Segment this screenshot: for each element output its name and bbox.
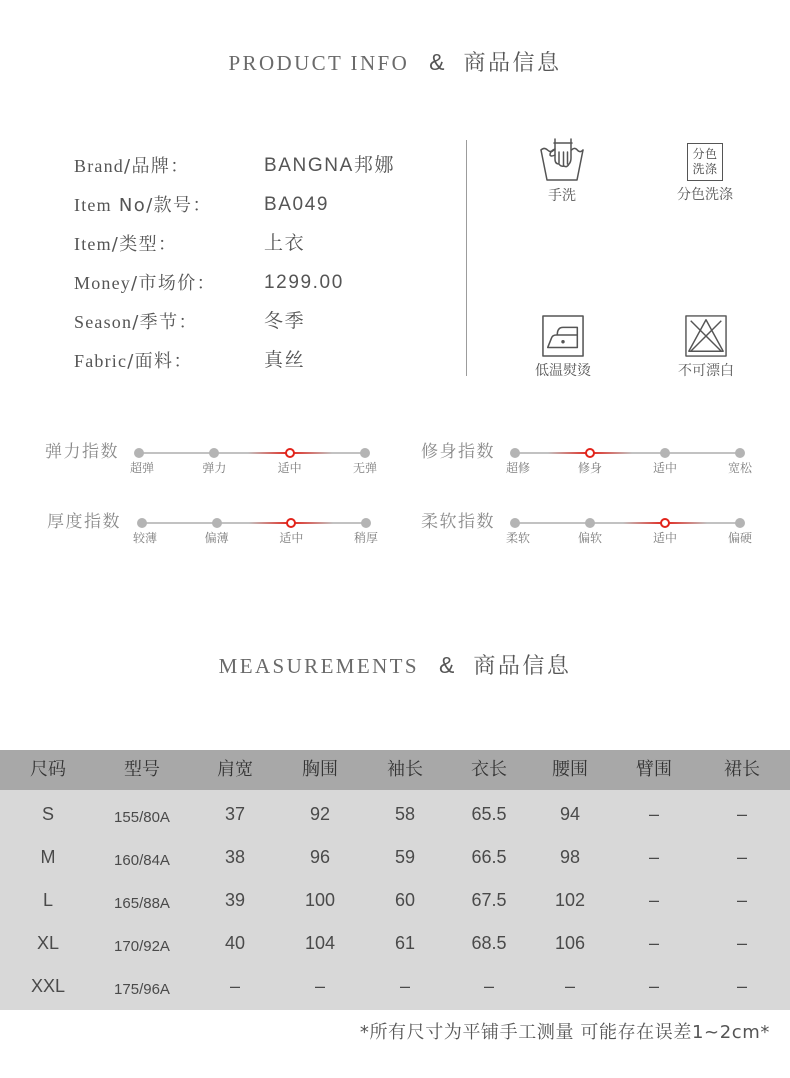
model-cell: 160/84A [114,852,170,869]
info-label-en: Season [74,312,133,332]
care-label: 手洗 [548,188,576,204]
table-header-row [0,750,790,790]
column-header: 胸围 [302,759,338,780]
index-option-label: 柔软 [505,531,530,545]
size-cell: M [40,847,56,867]
info-row [74,193,444,217]
measurements-title-amp: & [438,652,455,678]
info-label-cn: /季节： [132,312,198,333]
index-option-label: 修身 [577,461,602,475]
model-cell: 170/92A [114,938,170,955]
table-cell: 66.5 [471,847,507,867]
hand-wash-icon [538,138,586,182]
table-cell: 67.5 [471,890,507,910]
info-label-en: Money [74,273,131,293]
index-option-label: 稍厚 [353,531,378,545]
fabric-indices [0,420,790,560]
table-cell: – [736,976,747,996]
table-cell: – [399,976,410,996]
index-option-label: 适中 [652,531,677,545]
column-header: 臂围 [636,759,672,780]
table-cell: 65.5 [471,804,507,824]
measurements-title [0,649,790,681]
index-option-label: 偏薄 [204,531,229,545]
product-info-list [74,154,444,386]
table-cell: – [648,890,659,910]
index-option-label: 超修 [505,461,530,475]
index-option-label: 偏软 [577,531,602,545]
column-header: 腰围 [552,759,588,780]
low-temperature-iron-icon [542,315,584,357]
index-dot [735,518,745,528]
table-cell: – [648,804,659,824]
table-cell: – [736,804,747,824]
table-cell: – [736,890,747,910]
table-cell: – [314,976,325,996]
index-option-label: 无弹 [352,461,377,475]
size-cell: L [42,890,53,910]
care-label: 分色洗涤 [677,187,733,203]
column-header: 型号 [124,759,160,780]
index-dot [510,518,520,528]
index-option-label: 较薄 [132,531,157,545]
info-value: BANGNA邦娜 [264,155,396,176]
info-label-en: Brand [74,156,124,176]
table-cell: 39 [224,890,246,910]
table-cell: – [736,847,747,867]
index-dot [585,518,595,528]
info-label [74,349,193,374]
do-not-bleach-icon [685,315,727,357]
info-value: 上衣 [264,233,306,254]
icon-text: 洗涤 [692,162,718,176]
size-cell: S [41,804,54,824]
column-header: 裙长 [724,759,760,780]
care-item-separate-wash [657,143,753,203]
care-item-do-not-bleach [658,315,754,379]
index-option-label: 超弹 [129,461,154,475]
model-cell: 165/88A [114,895,170,912]
info-label [74,310,198,335]
measurement-note: *所有尺寸为平铺手工测量 可能存在误差1~2cm* [359,1022,770,1043]
table-cell: – [483,976,494,996]
table-cell: 94 [559,804,581,824]
table-row [0,793,790,836]
index-option-label: 适中 [277,461,302,475]
model-cell: 175/96A [114,981,170,998]
separate-color-wash-icon [687,143,723,181]
info-value: 冬季 [264,311,306,332]
table-row [0,922,790,965]
table-cell: 104 [304,933,336,953]
table-row [0,879,790,922]
softness-index [0,420,790,560]
info-row [74,154,444,178]
info-label [74,232,177,257]
care-label: 不可漂白 [678,363,734,379]
care-item-hand-wash [514,138,610,204]
index-label: 柔软指数 [421,512,495,532]
size-cell: XXL [30,976,66,996]
table-row [0,965,790,1008]
index-option-label: 偏硬 [727,531,752,545]
table-cell: 106 [554,933,586,953]
table-cell: 40 [224,933,246,953]
column-header: 肩宽 [217,759,253,780]
info-label-cn: No/款号： [111,195,212,216]
care-item-low-temperature-iron [515,315,611,379]
measurements-title-cn: 商品信息 [473,654,572,679]
info-label-cn: /市场价： [131,273,217,294]
table-cell: 68.5 [471,933,507,953]
info-row [74,349,444,373]
table-cell: 98 [559,847,581,867]
icon-text: 分色 [692,147,718,161]
info-row [74,310,444,334]
table-row [0,836,790,879]
column-header: 袖长 [387,759,423,780]
table-cell: 38 [224,847,246,867]
info-label-en: Item [74,195,112,215]
index-label: 修身指数 [421,442,495,462]
table-cell: 59 [394,847,416,867]
index-option-label: 宽松 [727,461,752,475]
info-label-cn: /类型： [111,234,178,255]
info-value: 真丝 [264,350,306,371]
table-cell: 92 [309,804,331,824]
info-label [74,193,212,218]
index-label: 弹力指数 [45,442,119,462]
table-cell: – [648,976,659,996]
table-body [0,790,790,1010]
product-info-title-cn: 商品信息 [463,51,562,76]
model-cell: 155/80A [114,809,170,826]
product-info-title-amp: & [429,49,445,75]
table-cell: – [648,933,659,953]
table-cell: 100 [304,890,336,910]
table-cell: 61 [394,933,416,953]
info-label [74,271,216,296]
info-label-en: Fabric [74,351,128,371]
table-cell: 60 [394,890,416,910]
product-info-title-en: PRODUCT INFO [228,51,410,75]
table-cell: 37 [224,804,246,824]
measurements-title-en: MEASUREMENTS [218,654,419,678]
index-dot-selected [660,518,670,528]
info-label [74,154,190,179]
info-label-cn: /品牌： [124,156,190,177]
index-label: 厚度指数 [47,512,121,532]
measurement-table [0,750,790,1010]
table-cell: – [648,847,659,867]
table-cell: – [229,976,240,996]
table-cell: 58 [394,804,416,824]
info-label-cn: /面料： [127,351,193,372]
table-cell: 102 [554,890,586,910]
care-label: 低温熨烫 [535,363,591,379]
column-header: 尺码 [30,759,66,780]
table-cell: – [736,933,747,953]
table-cell: – [564,976,575,996]
size-cell: XL [36,933,60,953]
index-option-label: 弹力 [202,461,227,475]
info-row [74,232,444,256]
info-value: BA049 [264,194,330,215]
product-info-title [0,46,790,78]
info-divider [466,140,467,376]
index-option-label: 适中 [279,531,304,545]
table-cell: 96 [309,847,331,867]
column-header: 衣长 [471,759,507,780]
info-label-en: Item [74,234,112,254]
info-value: 1299.00 [264,272,344,293]
index-option-label: 适中 [652,461,677,475]
info-row [74,271,444,295]
